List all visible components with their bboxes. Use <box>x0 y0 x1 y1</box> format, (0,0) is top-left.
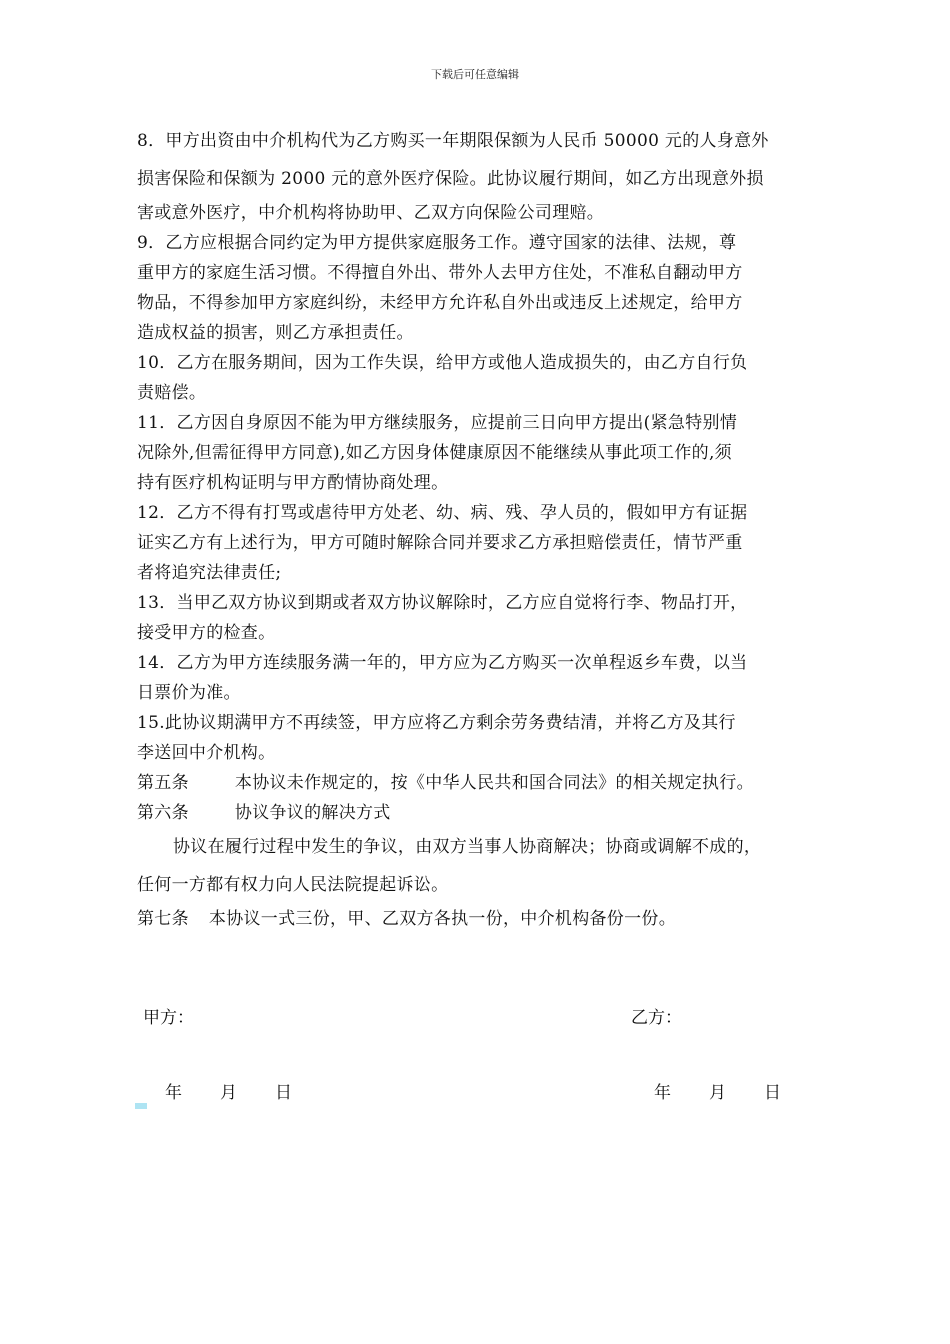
paragraph-line: 9．乙方应根据合同约定为甲方提供家庭服务工作。遵守国家的法律、法规，尊 <box>137 233 737 253</box>
paragraph-line: 重甲方的家庭生活习惯。不得擅自外出、带外人去甲方住处，不准私自翻动甲方 <box>137 263 743 283</box>
paragraph-line: 损害保险和保额为 2000 元的意外医疗保险。此协议履行期间，如乙方出现意外损 <box>137 169 764 189</box>
article-7-text: 本协议一式三份，甲、乙双方各执一份，中介机构备份一份。 <box>208 909 677 929</box>
article-5-label: 第五条 <box>137 773 189 793</box>
month-label: 月 <box>220 1083 237 1103</box>
paragraph-line: 任何一方都有权力向人民法院提起诉讼。 <box>137 875 449 895</box>
article-6-label: 第六条 <box>137 803 189 823</box>
article-5 <box>137 768 817 798</box>
article-6-text: 协议争议的解决方式 <box>234 803 391 823</box>
paragraph-line: 协议在履行过程中发生的争议，由双方当事人协商解决；协商或调解不成的， <box>173 837 762 857</box>
paragraph-line: 10．乙方在服务期间，因为工作失误，给甲方或他人造成损失的，由乙方自行负 <box>137 353 748 373</box>
paragraph-line: 证实乙方有上述行为，甲方可随时解除合同并要求乙方承担赔偿责任，情节严重 <box>137 533 743 553</box>
paragraph-line: 况除外,但需征得甲方同意),如乙方因身体健康原因不能继续从事此项工作的,须 <box>137 443 732 463</box>
paragraph-line: 责赔偿。 <box>137 383 207 403</box>
paragraph-line: 12．乙方不得有打骂或虐待甲方处老、幼、病、残、孕人员的，假如甲方有证据 <box>137 503 748 523</box>
party-b-date <box>654 1078 781 1103</box>
paragraph-line: 造成权益的损害，则乙方承担责任。 <box>137 323 414 343</box>
year-label: 年 <box>165 1083 182 1103</box>
paragraph-line: 13．当甲乙双方协议到期或者双方协议解除时，乙方应自觉将行李、物品打开， <box>137 593 748 613</box>
party-b-label: 乙方： <box>631 1008 682 1028</box>
paragraph-line: 日票价为准。 <box>137 683 241 703</box>
paragraph-line: 持有医疗机构证明与甲方酌情协商处理。 <box>137 473 449 493</box>
page-header: 下载后可任意编辑 <box>431 68 519 81</box>
article-6 <box>137 798 817 828</box>
paragraph-line: 李送回中介机构。 <box>137 743 276 763</box>
paragraph-line: 者将追究法律责任; <box>137 563 282 583</box>
article-7-label: 第七条 <box>137 909 189 929</box>
paragraph-line: 害或意外医疗，中介机构将协助甲、乙双方向保险公司理赔。 <box>137 203 605 223</box>
party-a-date <box>165 1078 292 1103</box>
paragraph-line: 物品，不得参加甲方家庭纠纷，未经甲方允许私自外出或违反上述规定，给甲方 <box>137 293 743 313</box>
paragraph-line: 14．乙方为甲方连续服务满一年的，甲方应为乙方购买一次单程返乡车费，以当 <box>137 653 748 673</box>
paragraph-line: 11．乙方因自身原因不能为甲方继续服务，应提前三日向甲方提出(紧急特别情 <box>137 413 738 433</box>
paragraph-line: 8．甲方出资由中介机构代为乙方购买一年期限保额为人民币 50000 元的人身意外 <box>137 131 769 151</box>
month-label: 月 <box>709 1083 726 1103</box>
paragraph-line: 接受甲方的检查。 <box>137 623 276 643</box>
article-7 <box>137 904 817 934</box>
day-label: 日 <box>764 1083 781 1103</box>
paragraph-line: 15.此协议期满甲方不再续签，甲方应将乙方剩余劳务费结清，并将乙方及其行 <box>137 713 736 733</box>
party-a-label: 甲方： <box>143 1008 194 1028</box>
year-label: 年 <box>654 1083 671 1103</box>
text-cursor-marker <box>135 1103 147 1109</box>
article-5-text: 本协议未作规定的，按《中华人民共和国合同法》的相关规定执行。 <box>234 773 754 793</box>
day-label: 日 <box>275 1083 292 1103</box>
document-body <box>137 122 817 934</box>
